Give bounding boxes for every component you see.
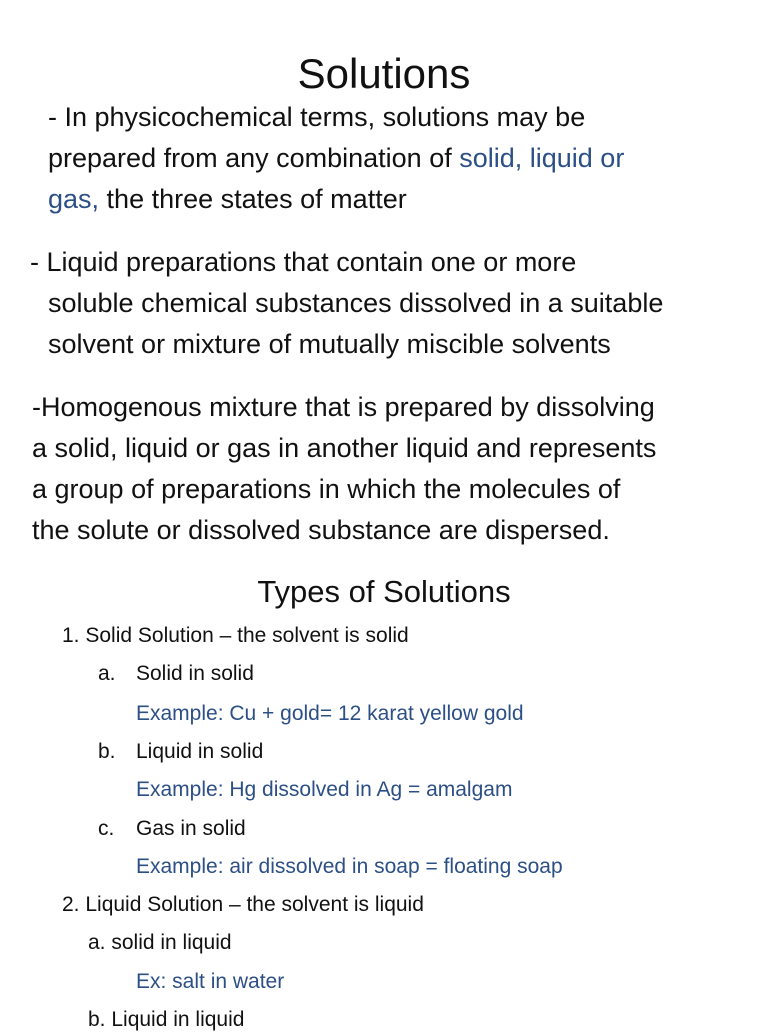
page-title: Solutions (297, 50, 471, 97)
section-heading: Types of Solutions (257, 574, 511, 609)
list-item-solid-solution: 1. Solid Solution – the solvent is solid (62, 624, 409, 647)
example-gas-in-solid: Example: air dissolved in soap = floating soap (136, 855, 563, 878)
list-item-gas-in-solid: Gas in solid (136, 817, 246, 840)
example-solid-in-solid: Example: Cu + gold= 12 karat yellow gold (136, 702, 524, 725)
states-of-matter-highlight-gas: gas, (48, 184, 100, 214)
states-of-matter-highlight: solid, liquid or (459, 143, 625, 173)
paragraph-1-line-3 (48, 179, 407, 220)
list-marker-b: b. (98, 740, 116, 763)
list-item-solid-in-solid: Solid in solid (136, 662, 254, 685)
paragraph-1-line-2 (48, 138, 624, 179)
list-item-solid-in-liquid: a. solid in liquid (88, 931, 232, 954)
paragraph-3-line-4: the solute or dissolved substance are dispersed. (32, 515, 610, 545)
paragraph-2-line-1: - Liquid preparations that contain one or more (30, 247, 577, 277)
paragraph-2-line-3: solvent or mixture of mutually miscible solvents (48, 329, 611, 359)
example-liquid-in-solid: Example: Hg dissolved in Ag = amalgam (136, 778, 513, 801)
list-marker-a: a. (98, 662, 116, 685)
paragraph-1-line-1: - In physicochemical terms, solutions may be (48, 102, 586, 132)
list-item-liquid-solution: 2. Liquid Solution – the solvent is liquid (62, 893, 424, 916)
list-item-liquid-in-solid: Liquid in solid (136, 740, 264, 763)
example-solid-in-liquid: Ex: salt in water (136, 970, 285, 993)
paragraph-1-text: prepared from any combination of (48, 143, 460, 173)
paragraph-1-text-end: the three states of matter (99, 184, 407, 214)
list-marker-c: c. (98, 817, 115, 840)
paragraph-3-line-3: a group of preparations in which the molecules of (32, 474, 621, 504)
paragraph-3-line-1: -Homogenous mixture that is prepared by dissolving (32, 392, 655, 422)
paragraph-3-line-2: a solid, liquid or gas in another liquid and represents (32, 433, 657, 463)
paragraph-2-line-2: soluble chemical substances dissolved in a suitable (48, 288, 664, 318)
list-item-liquid-in-liquid: b. Liquid in liquid (88, 1008, 245, 1031)
